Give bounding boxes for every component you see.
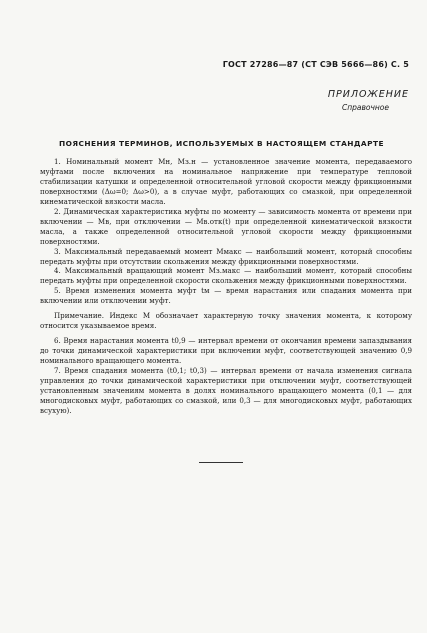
paragraph-5: 5. Время изменения момента муфт tм — время нарастания или спадания момента при включении или отключении муфт. [40, 286, 412, 306]
note-paragraph: Примечание. Индекс M обозначает характерную точку значения момента, к которому относится указываемое время. [40, 311, 412, 331]
page-header: ГОСТ 27286—87 (СТ СЭВ 5666—86) С. 5 [222, 60, 409, 69]
paragraph-3: 3. Максимальный передаваемый момент Mмакс — наибольший момент, который способны передать муфты при отсутствии скольжения между фрикционными поверхностями. [40, 246, 412, 266]
paragraph-7: 7. Время спадания момента (t0,1; t0,3) — интервал времени от начала изменения сигнала управления до точки динамической характеристики при отключении муфт, соответствующей установленным значениям момента в долях номинального вращающего момента (0,1 — для многодисковых муфт, работающих со смазкой, или 0,3 — для многодисковых муфт, работающих всухую). [40, 366, 412, 415]
appendix-label: ПРИЛОЖЕНИЕ [327, 89, 409, 100]
document-body [40, 157, 412, 416]
paragraph-6: 6. Время нарастания момента t0,9 — интервал времени от окончания времени запаздывания до точки динамической характеристики при включении муфт, соответствующей значению 0,9 номинального вращающего момента. [40, 336, 412, 366]
paragraph-2: 2. Динамическая характеристика муфты по моменту — зависимость момента от времени при включении — Mв, при отключении — Mв.отк(t) при определенной кинематической вязкости масла, а также определенной относительной угловой скорости между фрикционными поверхностями. [40, 206, 412, 246]
paragraph-1: 1. Номинальный момент Mн, Mз.н — установленное значение момента, передаваемого муфтами после включения на номинальное напряжение при температуре тепловой стабилизации катушки и определенной относительной угловой скорости между фрикционными поверхностями (Δω=0; Δω>0), а в случае муфт, работающих со смазкой, при определенной кинематической вязкости масла. [40, 157, 412, 206]
paragraph-4: 4. Максимальный вращающий момент Mз.макс — наибольший момент, который способны передать муфты при определенной скорости скольжения между фрикционными поверхностями. [40, 266, 412, 286]
end-divider [199, 462, 243, 463]
page-title: ПОЯСНЕНИЯ ТЕРМИНОВ, ИСПОЛЬЗУЕМЫХ В НАСТОЯЩЕМ СТАНДАРТЕ [59, 139, 384, 148]
appendix-note: Справочное [341, 103, 389, 112]
